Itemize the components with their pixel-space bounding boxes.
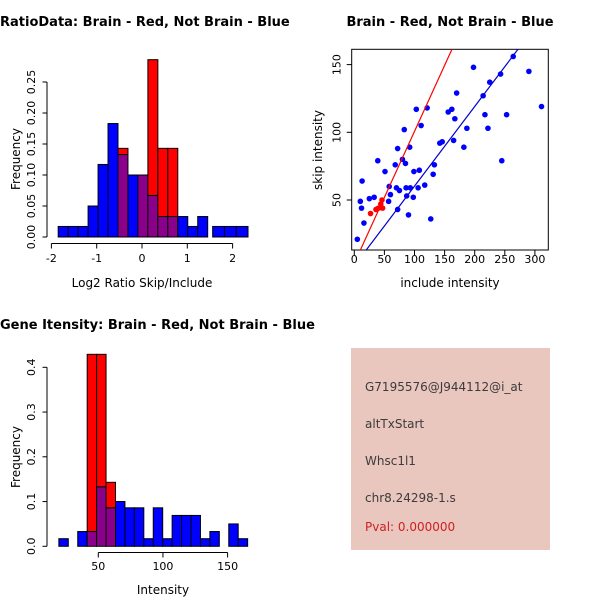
scatter-point-blue bbox=[401, 127, 407, 133]
hist-bar-segment bbox=[213, 226, 225, 237]
scatter-point-blue bbox=[359, 178, 365, 184]
ratio-hist-xlabel: Log2 Ratio Skip/Include bbox=[71, 276, 213, 290]
hist-bar-segment bbox=[78, 226, 88, 237]
scatter-point-blue bbox=[539, 104, 545, 110]
scatter-point-blue bbox=[417, 167, 423, 173]
scatter-point-red bbox=[368, 211, 374, 217]
scatter-point-blue bbox=[471, 65, 477, 71]
scatter-point-blue bbox=[449, 106, 455, 112]
y-tick-label: 0.00 bbox=[25, 224, 38, 250]
hist-bar-segment bbox=[224, 226, 236, 237]
x-tick-label: 250 bbox=[494, 253, 516, 266]
hist-bar-segment bbox=[128, 175, 138, 237]
probe-id-text: G7195576@J944112@i_at bbox=[365, 380, 523, 394]
hist-bar-segment bbox=[182, 515, 191, 546]
regression-line-red bbox=[360, 44, 455, 251]
scatter-point-blue bbox=[428, 216, 434, 222]
gene-hist-ylabel: Frequency bbox=[9, 426, 23, 488]
hist-bar-segment bbox=[178, 217, 188, 237]
scatter-point-blue bbox=[388, 192, 394, 198]
scatter-point-blue bbox=[439, 139, 445, 145]
scatter-point-blue bbox=[414, 106, 420, 112]
gene-hist-xlabel: Intensity bbox=[136, 583, 190, 597]
hist-bar-segment bbox=[98, 164, 108, 237]
x-tick-label: 150 bbox=[434, 253, 456, 266]
hist-bar-segment bbox=[59, 539, 68, 547]
hist-bar-segment bbox=[191, 515, 200, 546]
hist-bar-segment bbox=[106, 508, 115, 546]
hist-bar-segment bbox=[88, 206, 98, 237]
hist-bar-segment bbox=[68, 226, 78, 237]
hist-bar-segment bbox=[58, 226, 68, 237]
scatter-point-blue bbox=[418, 123, 424, 129]
scatter-point-blue bbox=[358, 199, 364, 205]
hist-bar-segment bbox=[168, 217, 178, 237]
scatter-point-blue bbox=[461, 144, 467, 150]
hist-bar-segment bbox=[118, 148, 128, 154]
hist-bar-segment bbox=[97, 354, 106, 486]
scatter-point-blue bbox=[504, 112, 510, 118]
y-tick-label: 100 bbox=[330, 121, 344, 143]
hist-bar-segment bbox=[172, 515, 181, 546]
x-tick-label: 50 bbox=[91, 560, 106, 573]
x-tick-label: 200 bbox=[464, 253, 486, 266]
scatter-point-blue bbox=[526, 69, 532, 75]
ratio-hist-ylabel: Frequency bbox=[9, 128, 23, 190]
scatter-point-blue bbox=[464, 125, 470, 131]
scatter-point-blue bbox=[355, 236, 361, 242]
y-tick-label: 0.0 bbox=[25, 537, 38, 556]
hist-bar-segment bbox=[87, 354, 96, 531]
scatter-point-blue bbox=[395, 146, 401, 152]
scatter-point-blue bbox=[361, 220, 367, 226]
y-tick-label: 150 bbox=[330, 54, 344, 76]
y-tick-label: 0.1 bbox=[25, 492, 38, 511]
hist-bar-segment bbox=[188, 226, 198, 237]
scatter-ylabel: skip intensity bbox=[311, 110, 325, 190]
hist-bar-segment bbox=[118, 155, 128, 237]
scatter-point-blue bbox=[410, 194, 416, 200]
hist-bar-segment bbox=[236, 226, 248, 237]
hist-bar-segment bbox=[144, 539, 153, 547]
y-tick-label: 0.10 bbox=[25, 162, 38, 188]
x-tick-label: 0 bbox=[138, 252, 146, 265]
y-tick-label: 0.15 bbox=[25, 131, 38, 157]
x-tick-label: 0 bbox=[350, 253, 358, 266]
hist-bar-segment bbox=[163, 539, 172, 547]
hist-bar-segment bbox=[198, 217, 208, 237]
hist-bar-segment bbox=[106, 482, 115, 508]
scatter-title: Brain - Red, Not Brain - Blue bbox=[346, 15, 554, 30]
y-tick-label: 0.25 bbox=[25, 69, 38, 95]
hist-bar-segment bbox=[138, 175, 148, 237]
y-tick-label: 0.3 bbox=[25, 403, 38, 421]
scatter-point-blue bbox=[375, 158, 381, 164]
x-tick-label: -1 bbox=[91, 252, 103, 265]
hist-bar-segment bbox=[148, 60, 158, 196]
plot-box bbox=[352, 49, 549, 250]
hist-bar-segment bbox=[210, 532, 219, 547]
hist-bar-segment bbox=[87, 532, 96, 547]
hist-bar-segment bbox=[158, 217, 168, 237]
scatter-point-blue bbox=[403, 161, 409, 167]
hist-bar-segment bbox=[125, 508, 134, 546]
scatter-point-blue bbox=[406, 212, 412, 218]
y-tick-label: 0.2 bbox=[25, 448, 38, 466]
y-tick-label: 50 bbox=[330, 193, 344, 207]
scatter-point-blue bbox=[499, 158, 505, 164]
hist-bar-segment bbox=[148, 195, 158, 237]
y-tick-label: 0.4 bbox=[25, 358, 38, 377]
gene-hist-title: Gene Itensity: Brain - Red, Not Brain - Blue bbox=[0, 318, 315, 333]
x-tick-label: 150 bbox=[217, 560, 239, 573]
scatter-point-blue bbox=[452, 116, 458, 122]
scatter-xlabel: include intensity bbox=[400, 276, 500, 290]
hist-bar-segment bbox=[115, 502, 124, 547]
y-tick-label: 0.20 bbox=[25, 100, 38, 126]
scatter-point-blue bbox=[386, 199, 392, 205]
x-tick-label: 100 bbox=[152, 560, 174, 573]
hist-bar-segment bbox=[238, 539, 247, 547]
scatter-point-blue bbox=[397, 188, 403, 194]
y-tick-label: 0.05 bbox=[25, 193, 38, 219]
event-type-text: altTxStart bbox=[365, 417, 425, 431]
scatter-point-blue bbox=[482, 112, 488, 118]
hist-bar-segment bbox=[168, 148, 178, 216]
hist-bar-segment bbox=[78, 532, 87, 547]
scatter-point-blue bbox=[415, 185, 421, 191]
x-tick-label: 1 bbox=[183, 252, 191, 265]
x-tick-label: 50 bbox=[377, 253, 392, 266]
scatter-point-blue bbox=[430, 171, 436, 177]
locus-text: chr8.24298-1.s bbox=[365, 491, 456, 505]
hist-bar-segment bbox=[229, 524, 238, 546]
ratio-hist-title: RatioData: Brain - Red, Not Brain - Blue bbox=[0, 15, 290, 30]
scatter-point-blue bbox=[451, 138, 457, 144]
info-panel bbox=[351, 348, 550, 550]
scatter-point-blue bbox=[392, 162, 398, 168]
x-tick-label: 2 bbox=[229, 252, 237, 265]
hist-bar-segment bbox=[158, 148, 168, 216]
scatter-point-blue bbox=[422, 182, 428, 188]
scatter-point-blue bbox=[367, 196, 373, 202]
scatter-point-blue bbox=[382, 169, 388, 175]
x-tick-label: 100 bbox=[404, 253, 425, 266]
hist-bar-segment bbox=[200, 539, 209, 547]
hist-bar-segment bbox=[134, 508, 143, 546]
scatter-point-blue bbox=[485, 125, 491, 131]
scatter-point-blue bbox=[359, 205, 365, 211]
hist-bar-segment bbox=[108, 124, 118, 237]
scatter-point-blue bbox=[411, 169, 417, 175]
hist-bar-segment bbox=[97, 487, 106, 547]
hist-bar-segment bbox=[153, 508, 162, 546]
scatter-point-blue bbox=[371, 194, 377, 200]
pval-text: Pval: 0.000000 bbox=[365, 520, 456, 534]
scatter-point-blue bbox=[454, 90, 460, 96]
regression-line-blue bbox=[365, 48, 519, 251]
x-tick-label: -2 bbox=[45, 252, 57, 265]
x-tick-label: 300 bbox=[524, 253, 546, 266]
gene-name-text: Whsc1l1 bbox=[365, 454, 416, 468]
